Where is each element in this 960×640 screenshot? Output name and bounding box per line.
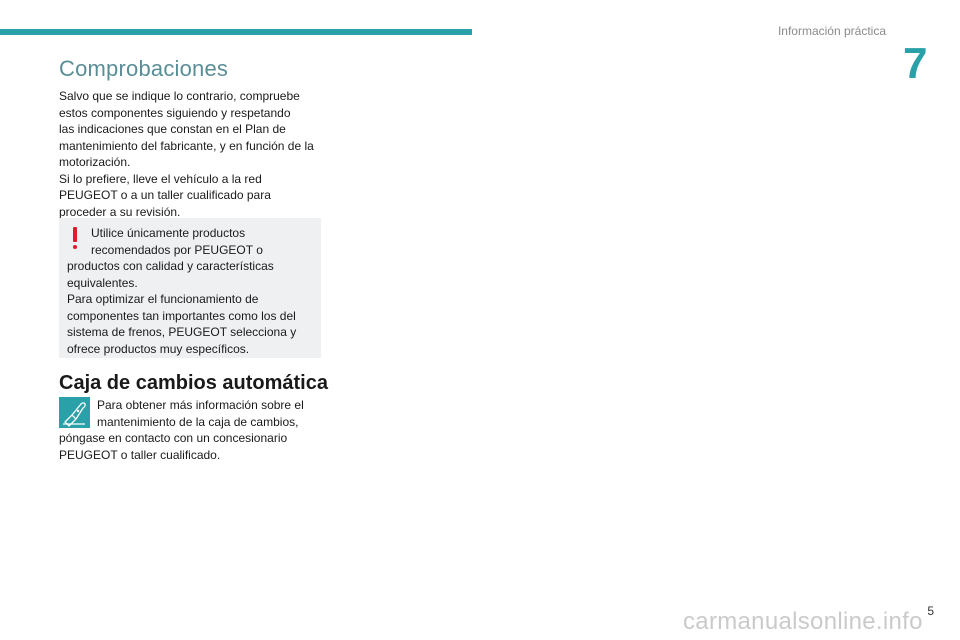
chapter-number: 7 — [903, 39, 928, 88]
notice-box — [59, 218, 321, 358]
section-title: Comprobaciones — [59, 56, 229, 81]
gearbox-line-2: mantenimiento de la caja de cambios, — [97, 414, 299, 429]
notice-rest: productos con calidad y características equivalentes. — [67, 259, 274, 290]
header-section-title: Información práctica — [777, 24, 886, 38]
notice-text — [67, 225, 317, 357]
page-number: 5 — [927, 604, 934, 618]
gearbox-text — [59, 397, 324, 463]
gearbox-line-1: Para obtener más información sobre el — [97, 398, 304, 412]
intro-paragraph: Salvo que se indique lo contrario, compruebe estos componentes siguiendo y respetando las indicaciones que constan en el Plan de mantenimiento del fabricante, y en función de la motorización. — [59, 89, 314, 169]
watermark: carmanualsonline.info — [683, 608, 923, 635]
notice-line-2: recomendados por PEUGEOT o — [91, 242, 263, 257]
intro-text — [59, 88, 324, 220]
gearbox-rest: póngase en contacto con un concesionario PEUGEOT o taller cualificado. — [59, 431, 288, 462]
notice-paragraph-2: Para optimizar el funcionamiento de componentes tan importantes como los del sistema de frenos, PEUGEOT selecciona y ofrece productos muy específicos. — [67, 292, 297, 356]
gearbox-title: Caja de cambios automática — [59, 372, 328, 394]
notice-line-1: Utilice únicamente productos — [91, 226, 246, 240]
intro-paragraph-2: Si lo prefiere, lleve el vehículo a la red PEUGEOT o a un taller cualificado para proceder a su revisión. — [59, 171, 271, 219]
header-accent-bar — [0, 29, 472, 35]
